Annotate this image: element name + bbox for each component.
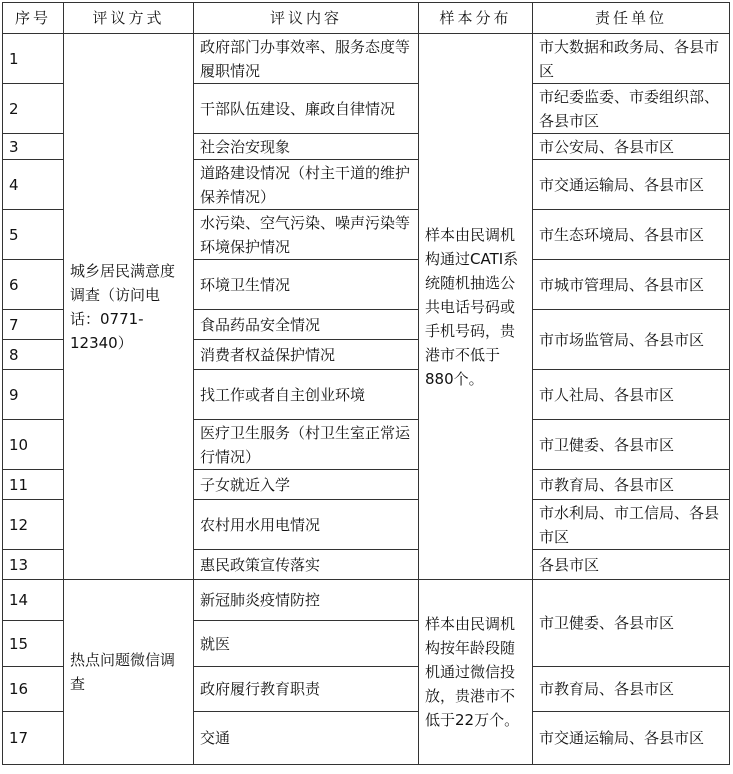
unit-cell: 市交通运输局、各县市区 bbox=[533, 160, 730, 210]
row-number: 2 bbox=[3, 84, 64, 134]
header-cell-sample: 样本分布 bbox=[419, 3, 533, 34]
unit-cell: 市水利局、市工信局、各县市区 bbox=[533, 500, 730, 550]
row-number: 3 bbox=[3, 134, 64, 160]
unit-cell: 市教育局、各县市区 bbox=[533, 667, 730, 712]
row-number: 14 bbox=[3, 580, 64, 621]
row-number: 10 bbox=[3, 420, 64, 470]
content-cell: 社会治安现象 bbox=[194, 134, 419, 160]
content-cell: 水污染、空气污染、噪声污染等环境保护情况 bbox=[194, 210, 419, 260]
table-row bbox=[3, 580, 730, 621]
unit-cell: 市大数据和政务局、各县市区 bbox=[533, 34, 730, 84]
row-number: 8 bbox=[3, 340, 64, 370]
unit-cell: 市公安局、各县市区 bbox=[533, 134, 730, 160]
row-number: 16 bbox=[3, 667, 64, 712]
unit-cell: 市卫健委、各县市区 bbox=[533, 420, 730, 470]
content-cell: 政府履行教育职责 bbox=[194, 667, 419, 712]
unit-cell: 市生态环境局、各县市区 bbox=[533, 210, 730, 260]
content-cell: 食品药品安全情况 bbox=[194, 310, 419, 340]
unit-cell: 市城市管理局、各县市区 bbox=[533, 260, 730, 310]
row-number: 5 bbox=[3, 210, 64, 260]
table-row bbox=[3, 34, 730, 84]
row-number: 15 bbox=[3, 621, 64, 667]
content-cell: 就医 bbox=[194, 621, 419, 667]
unit-cell: 市人社局、各县市区 bbox=[533, 370, 730, 420]
evaluation-table bbox=[2, 2, 730, 765]
header-cell-unit: 责任单位 bbox=[533, 3, 730, 34]
unit-cell: 各县市区 bbox=[533, 550, 730, 580]
row-number: 7 bbox=[3, 310, 64, 340]
content-cell: 找工作或者自主创业环境 bbox=[194, 370, 419, 420]
content-cell: 农村用水用电情况 bbox=[194, 500, 419, 550]
row-number: 1 bbox=[3, 34, 64, 84]
row-number: 12 bbox=[3, 500, 64, 550]
header-cell-method: 评议方式 bbox=[64, 3, 194, 34]
row-number: 17 bbox=[3, 712, 64, 765]
content-cell: 消费者权益保护情况 bbox=[194, 340, 419, 370]
content-cell: 政府部门办事效率、服务态度等履职情况 bbox=[194, 34, 419, 84]
header-cell-content: 评议内容 bbox=[194, 3, 419, 34]
row-number: 6 bbox=[3, 260, 64, 310]
unit-cell: 市纪委监委、市委组织部、各县市区 bbox=[533, 84, 730, 134]
unit-cell: 市卫健委、各县市区 bbox=[533, 580, 730, 667]
content-cell: 道路建设情况（村主干道的维护保养情况） bbox=[194, 160, 419, 210]
unit-cell: 市交通运输局、各县市区 bbox=[533, 712, 730, 765]
row-number: 11 bbox=[3, 470, 64, 500]
header-cell-no: 序号 bbox=[3, 3, 64, 34]
sample-cell: 样本由民调机构按年龄段随机通过微信投放，贵港市不低于22万个。 bbox=[419, 580, 533, 765]
content-cell: 环境卫生情况 bbox=[194, 260, 419, 310]
method-cell: 城乡居民满意度调查（访问电话：0771-12340） bbox=[64, 34, 194, 580]
sample-cell: 样本由民调机构通过CATI系统随机抽选公共电话号码或手机号码，贵港市不低于880个。 bbox=[419, 34, 533, 580]
content-cell: 交通 bbox=[194, 712, 419, 765]
content-cell: 新冠肺炎疫情防控 bbox=[194, 580, 419, 621]
content-cell: 子女就近入学 bbox=[194, 470, 419, 500]
header-row bbox=[3, 3, 730, 34]
content-cell: 干部队伍建设、廉政自律情况 bbox=[194, 84, 419, 134]
unit-cell: 市教育局、各县市区 bbox=[533, 470, 730, 500]
row-number: 4 bbox=[3, 160, 64, 210]
row-number: 13 bbox=[3, 550, 64, 580]
row-number: 9 bbox=[3, 370, 64, 420]
method-cell: 热点问题微信调查 bbox=[64, 580, 194, 765]
content-cell: 医疗卫生服务（村卫生室正常运行情况） bbox=[194, 420, 419, 470]
unit-cell: 市市场监管局、各县市区 bbox=[533, 310, 730, 370]
content-cell: 惠民政策宣传落实 bbox=[194, 550, 419, 580]
